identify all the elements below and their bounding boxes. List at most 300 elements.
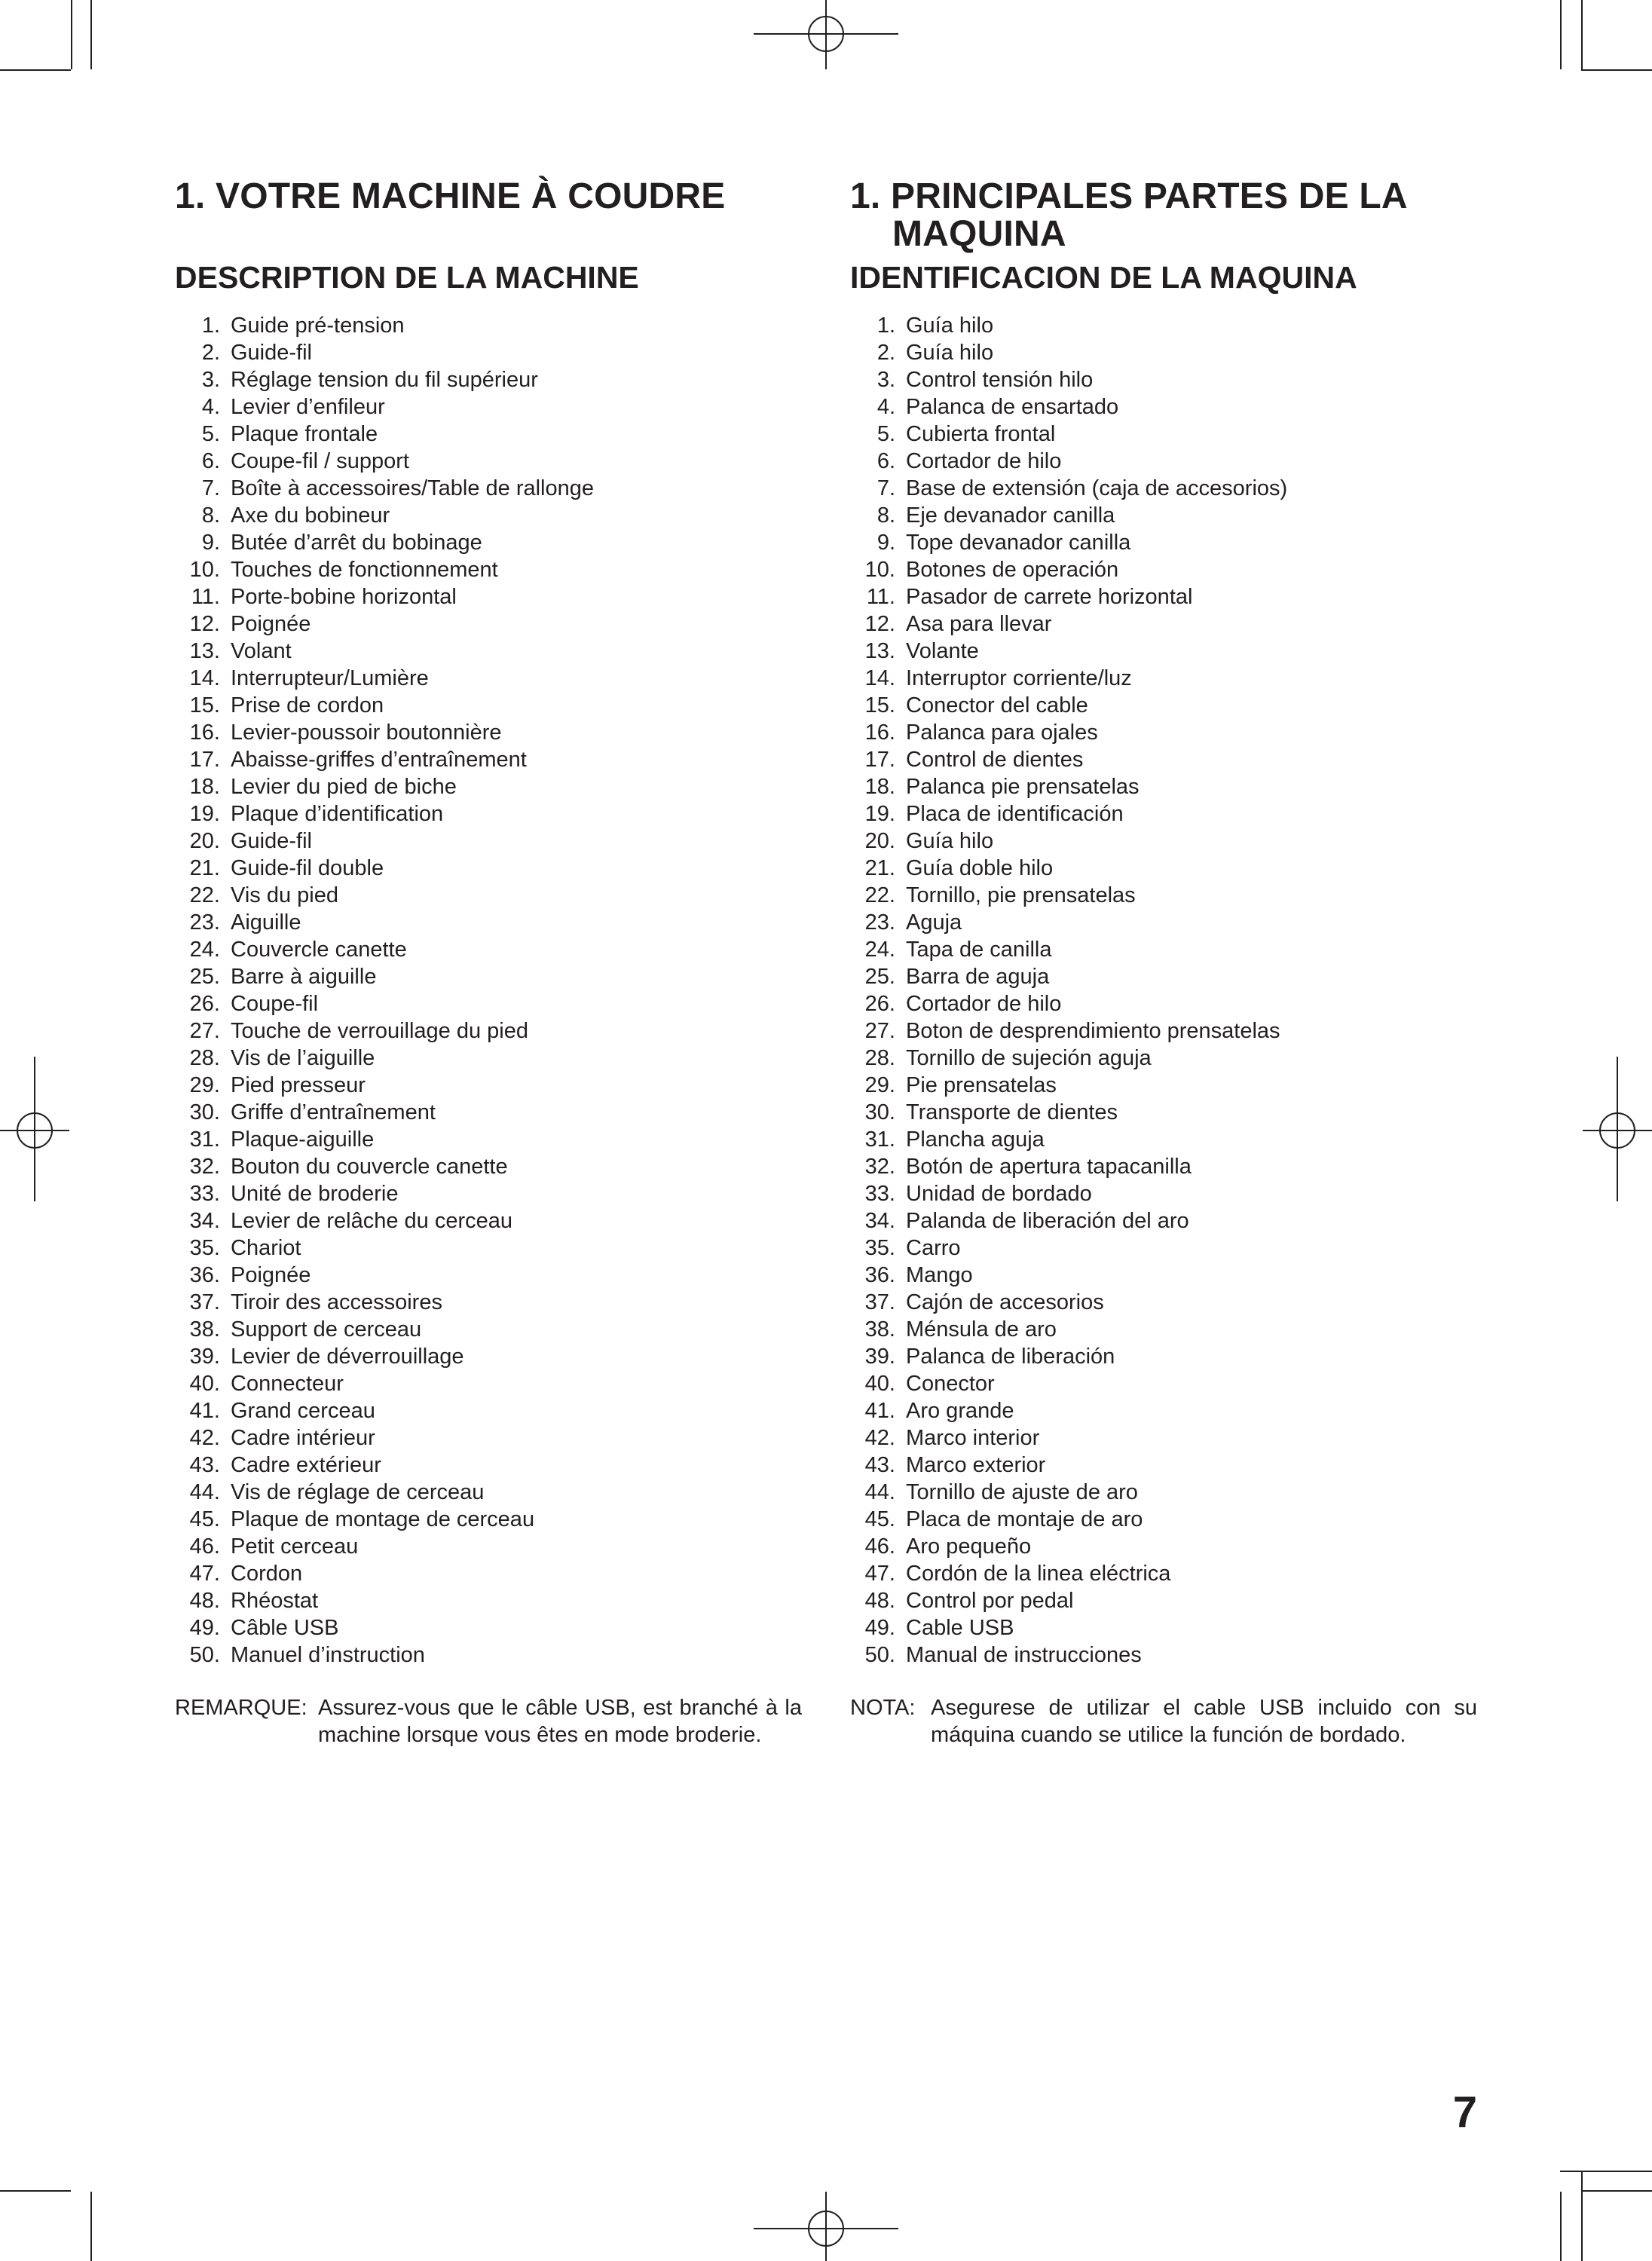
item-label: Guide-fil [231,829,312,853]
list-item [175,1289,802,1316]
item-number: 46. [189,1534,220,1559]
item-label: Mango [906,1263,973,1287]
note-spanish [850,1694,1477,1749]
list-item [850,610,1477,638]
item-label: Palanca de liberación [906,1345,1115,1369]
list-item [175,1560,802,1587]
item-label: Coupe-fil / support [231,449,409,473]
item-number: 19. [864,802,895,826]
item-label: Levier de relâche du cerceau [231,1209,513,1233]
list-item [850,1479,1477,1506]
item-label: Cordón de la linea eléctrica [906,1562,1171,1586]
list-item [175,1072,802,1099]
list-item [175,1424,802,1452]
item-label: Eje devanador canilla [906,503,1115,528]
item-number: 6. [876,449,895,473]
item-number: 26. [189,992,220,1016]
item-label: Plaque d’identification [231,802,444,826]
item-label: Cubierta frontal [906,422,1056,446]
item-label: Base de extensión (caja de accesorios) [906,476,1288,500]
list-item [850,1452,1477,1479]
item-number: 45. [189,1507,220,1531]
list-item [850,909,1477,936]
list-item [175,692,802,719]
item-number: 23. [864,910,895,935]
list-item [175,1153,802,1180]
item-number: 39. [864,1345,895,1369]
item-label: Cajón de accesorios [906,1290,1104,1314]
item-label: Levier d’enfileur [231,395,385,419]
list-item [850,421,1477,448]
item-number: 34. [864,1209,895,1233]
list-item [175,936,802,963]
list-item [850,312,1477,339]
item-number: 39. [189,1345,220,1369]
item-label: Rhéostat [231,1589,319,1613]
list-item [850,1153,1477,1180]
item-label: Ménsula de aro [906,1317,1057,1342]
list-item [850,773,1477,800]
item-label: Manuel d’instruction [231,1643,425,1667]
item-label: Marco exterior [906,1453,1046,1477]
list-item [850,1316,1477,1343]
french-column [175,178,802,1749]
item-number: 1. [201,314,220,338]
item-number: 6. [201,449,220,473]
item-number: 50. [864,1643,895,1667]
list-item [850,719,1477,746]
item-label: Coupe-fil [231,992,319,1016]
item-number: 48. [864,1589,895,1613]
item-label: Unité de broderie [231,1182,399,1206]
item-number: 18. [864,775,895,799]
item-number: 35. [864,1236,895,1260]
item-label: Aro grande [906,1399,1014,1423]
list-item [175,665,802,692]
item-number: 44. [864,1480,895,1504]
item-number: 35. [189,1236,220,1260]
item-label: Aguja [906,910,962,935]
note-label: NOTA: [850,1696,916,1720]
list-item [850,583,1477,610]
list-item [850,1289,1477,1316]
item-label: Conector [906,1372,995,1396]
item-number: 43. [189,1453,220,1477]
list-item [175,1614,802,1641]
list-item [175,855,802,882]
item-label: Palanca pie prensatelas [906,775,1140,799]
list-item [175,448,802,475]
item-number: 45. [864,1507,895,1531]
item-label: Guía doble hilo [906,856,1054,880]
list-item [175,1099,802,1126]
item-number: 12. [189,612,220,636]
note-text: Asegurese de utilizar el cable USB incluido con su máquina cuando se utilice la función de bordado. [931,1696,1477,1747]
list-item [850,529,1477,556]
item-label: Griffe d’entraînement [231,1100,436,1124]
list-item [175,502,802,529]
item-number: 11. [866,585,895,609]
list-item [175,990,802,1017]
item-number: 36. [864,1263,895,1287]
item-number: 8. [876,503,895,528]
item-label: Plaque frontale [231,422,378,446]
item-number: 17. [864,748,895,772]
list-item [850,1506,1477,1533]
list-item [175,800,802,828]
item-number: 31. [189,1127,220,1152]
list-item [850,1126,1477,1153]
item-number: 4. [201,395,220,419]
item-label: Petit cerceau [231,1534,359,1559]
list-item [850,963,1477,990]
item-number: 16. [189,721,220,745]
list-item [850,339,1477,366]
list-item [175,1533,802,1560]
item-label: Asa para llevar [906,612,1052,636]
item-number: 4. [876,395,895,419]
item-number: 15. [864,693,895,717]
item-label: Couvercle canette [231,938,407,962]
item-label: Réglage tension du fil supérieur [231,368,538,392]
list-item [175,366,802,393]
item-number: 20. [864,829,895,853]
list-item [850,1397,1477,1424]
list-item [850,1641,1477,1669]
item-number: 5. [201,422,220,446]
item-number: 21. [189,856,220,880]
item-label: Vis de réglage de cerceau [231,1480,485,1504]
item-number: 10. [864,558,895,582]
item-number: 15. [189,693,220,717]
item-label: Placa de identificación [906,802,1124,826]
list-item [850,1207,1477,1235]
list-item [175,773,802,800]
item-label: Guide pré-tension [231,314,405,338]
item-number: 47. [864,1562,895,1586]
item-number: 18. [189,775,220,799]
list-item [850,1533,1477,1560]
item-label: Bouton du couvercle canette [231,1155,508,1179]
list-item [175,1479,802,1506]
list-item [175,1017,802,1045]
list-item [175,1207,802,1235]
list-item [175,1235,802,1262]
item-number: 14. [864,666,895,690]
item-number: 21. [864,856,895,880]
item-number: 24. [864,938,895,962]
item-number: 5. [876,422,895,446]
item-label: Levier de déverrouillage [231,1345,464,1369]
list-item [175,556,802,583]
list-item [850,1370,1477,1397]
list-item [175,746,802,773]
item-number: 29. [864,1073,895,1097]
item-label: Cortador de hilo [906,992,1062,1016]
page-number: 7 [1452,2088,1477,2137]
item-label: Butée d’arrêt du bobinage [231,531,482,555]
list-item [175,1126,802,1153]
item-number: 38. [864,1317,895,1342]
list-item [175,1045,802,1072]
item-label: Guía hilo [906,341,994,365]
list-item [850,746,1477,773]
item-number: 26. [864,992,895,1016]
list-item [175,339,802,366]
list-item [175,475,802,502]
list-item [850,1072,1477,1099]
item-number: 11. [191,585,220,609]
item-label: Palanca de ensartado [906,395,1119,419]
item-number: 42. [189,1426,220,1450]
item-number: 7. [201,476,220,500]
item-number: 9. [201,531,220,555]
list-item [175,529,802,556]
list-item [175,583,802,610]
item-label: Grand cerceau [231,1399,375,1423]
item-label: Axe du bobineur [231,503,390,528]
item-label: Boîte à accessoires/Table de rallonge [231,476,595,500]
item-label: Tornillo de sujeción aguja [906,1046,1152,1070]
item-number: 22. [189,883,220,907]
list-item [175,421,802,448]
item-number: 37. [189,1290,220,1314]
item-label: Carro [906,1236,961,1260]
subsection-title-spanish: IDENTIFICACION DE LA MAQUINA [850,260,1357,295]
note-french [175,1694,802,1749]
item-number: 7. [876,476,895,500]
item-number: 3. [876,368,895,392]
item-label: Tapa de canilla [906,938,1052,962]
list-item [850,502,1477,529]
item-label: Touche de verrouillage du pied [231,1019,528,1043]
item-label: Cortador de hilo [906,449,1062,473]
item-label: Guide-fil double [231,856,384,880]
list-item [175,909,802,936]
item-label: Prise de cordon [231,693,384,717]
item-number: 23. [189,910,220,935]
list-item [850,1045,1477,1072]
list-item [175,882,802,909]
item-label: Connecteur [231,1372,344,1396]
list-item [175,719,802,746]
item-label: Porte-bobine horizontal [231,585,457,609]
list-item [175,1506,802,1533]
list-item [175,828,802,855]
list-item [850,1017,1477,1045]
item-number: 42. [864,1426,895,1450]
item-label: Vis de l’aiguille [231,1046,375,1070]
section-number: 1. [850,176,881,216]
item-number: 40. [864,1372,895,1396]
item-number: 27. [189,1019,220,1043]
item-number: 41. [189,1399,220,1423]
item-label: Plancha aguja [906,1127,1045,1152]
item-label: Tornillo de ajuste de aro [906,1480,1138,1504]
list-item [850,800,1477,828]
item-number: 17. [189,748,220,772]
item-label: Chariot [231,1236,301,1260]
item-label: Cable USB [906,1616,1014,1640]
item-number: 32. [189,1155,220,1179]
item-label: Guía hilo [906,314,994,338]
item-label: Interruptor corriente/luz [906,666,1132,690]
list-item [850,1560,1477,1587]
list-item [850,828,1477,855]
list-item [175,1370,802,1397]
item-label: Tiroir des accessoires [231,1290,442,1314]
item-label: Levier-poussoir boutonnière [231,721,502,745]
item-label: Botones de operación [906,558,1119,582]
list-item [850,882,1477,909]
item-number: 32. [864,1155,895,1179]
item-label: Control de dientes [906,748,1084,772]
item-number: 28. [864,1046,895,1070]
item-number: 24. [189,938,220,962]
item-number: 34. [189,1209,220,1233]
item-number: 44. [189,1480,220,1504]
item-label: Vis du pied [231,883,338,907]
list-item [850,638,1477,665]
item-label: Interrupteur/Lumière [231,666,429,690]
item-number: 12. [864,612,895,636]
item-number: 9. [876,531,895,555]
item-number: 2. [201,341,220,365]
list-item [850,936,1477,963]
item-number: 30. [864,1100,895,1124]
item-number: 49. [864,1616,895,1640]
item-label: Tope devanador canilla [906,531,1131,555]
list-item [850,556,1477,583]
item-label: Pied presseur [231,1073,366,1097]
item-label: Unidad de bordado [906,1182,1092,1206]
list-item [850,1424,1477,1452]
list-item [850,1099,1477,1126]
list-item [850,366,1477,393]
list-item [175,1262,802,1289]
section-title-spanish [850,178,1477,262]
item-label: Cadre extérieur [231,1453,381,1477]
item-number: 40. [189,1372,220,1396]
item-label: Control por pedal [906,1589,1074,1613]
list-item [175,312,802,339]
item-label: Pie prensatelas [906,1073,1057,1097]
item-label: Placa de montaje de aro [906,1507,1143,1531]
item-number: 8. [201,503,220,528]
item-label: Support de cerceau [231,1317,422,1342]
spanish-column [850,178,1477,1749]
list-item [850,692,1477,719]
item-label: Manual de instrucciones [906,1643,1142,1667]
item-number: 27. [864,1019,895,1043]
item-label: Pasador de carrete horizontal [906,585,1193,609]
item-number: 38. [189,1317,220,1342]
subsection-title-french: DESCRIPTION DE LA MACHINE [175,260,639,295]
list-item [175,963,802,990]
item-number: 20. [189,829,220,853]
item-label: Control tensión hilo [906,368,1094,392]
list-item [850,855,1477,882]
list-item [850,1262,1477,1289]
item-number: 47. [189,1562,220,1586]
item-number: 14. [189,666,220,690]
item-number: 36. [189,1263,220,1287]
item-label: Touches de fonctionnement [231,558,498,582]
item-number: 48. [189,1589,220,1613]
item-number: 22. [864,883,895,907]
item-number: 1. [876,314,895,338]
list-item [850,475,1477,502]
parts-list-spanish [850,312,1477,1669]
item-label: Transporte de dientes [906,1100,1118,1124]
item-number: 16. [864,721,895,745]
parts-list-french [175,312,802,1669]
item-label: Conector del cable [906,693,1088,717]
list-item [850,393,1477,421]
item-number: 25. [864,965,895,989]
section-title-text: VOTRE MACHINE À COUDRE [215,176,726,216]
note-label: REMARQUE: [175,1696,307,1720]
list-item [175,1180,802,1207]
item-label: Plaque de montage de cerceau [231,1507,535,1531]
item-number: 28. [189,1046,220,1070]
list-item [175,1316,802,1343]
item-label: Volant [231,639,292,663]
list-item [175,1587,802,1614]
item-number: 30. [189,1100,220,1124]
item-label: Barra de aguja [906,965,1050,989]
item-label: Guía hilo [906,829,994,853]
section-title-french [175,178,802,250]
item-label: Cordon [231,1562,303,1586]
list-item [175,610,802,638]
list-item [175,393,802,421]
item-label: Poignée [231,1263,311,1287]
item-label: Boton de desprendimiento prensatelas [906,1019,1280,1043]
item-number: 41. [864,1399,895,1423]
item-label: Barre à aiguille [231,965,377,989]
item-label: Poignée [231,612,311,636]
item-label: Palanda de liberación del aro [906,1209,1189,1233]
item-label: Cadre intérieur [231,1426,375,1450]
item-label: Marco interior [906,1426,1040,1450]
item-number: 13. [864,639,895,663]
list-item [175,1452,802,1479]
item-number: 33. [864,1182,895,1206]
list-item [850,990,1477,1017]
section-number: 1. [175,176,206,216]
section-title-text-line1: PRINCIPALES PARTES DE LA [890,176,1408,216]
item-number: 49. [189,1616,220,1640]
item-label: Abaisse-griffes d’entraînement [231,748,527,772]
item-label: Plaque-aiguille [231,1127,375,1152]
section-title-text-line2: MAQUINA [892,214,1066,254]
list-item [175,1641,802,1669]
item-label: Tornillo, pie prensatelas [906,883,1136,907]
item-number: 25. [189,965,220,989]
item-number: 29. [189,1073,220,1097]
list-item [850,1614,1477,1641]
item-number: 46. [864,1534,895,1559]
item-number: 3. [201,368,220,392]
item-number: 50. [189,1643,220,1667]
list-item [175,1343,802,1370]
item-label: Guide-fil [231,341,312,365]
list-item [175,1397,802,1424]
item-label: Aiguille [231,910,301,935]
list-item [850,448,1477,475]
list-item [850,1343,1477,1370]
